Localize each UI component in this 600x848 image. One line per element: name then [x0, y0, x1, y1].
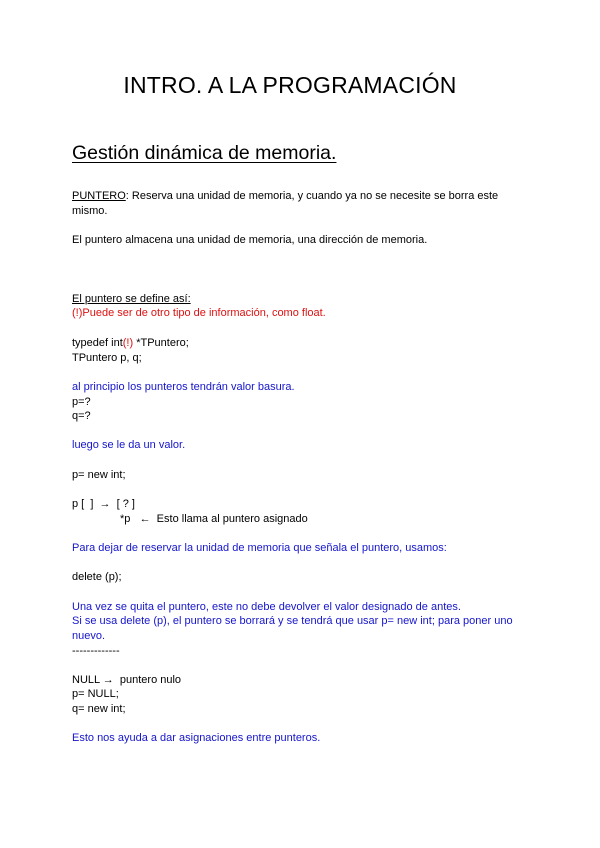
- section-title: Gestión dinámica de memoria.: [72, 142, 337, 164]
- define-note: (!)Puede ser de otro tipo de información, como float.: [72, 307, 326, 319]
- null-line: NULL → puntero nulo: [72, 674, 182, 686]
- quita-note-2: Si se usa delete (p), el puntero se borrará y se tendrá que usar p= new int; para poner uno nuevo.: [72, 615, 513, 642]
- almacena-paragraph: El puntero almacena una unidad de memoria, una dirección de memoria.: [72, 234, 428, 246]
- document-title: INTRO. A LA PROGRAMACIÓN: [123, 72, 457, 98]
- typedef-line: [72, 336, 189, 351]
- separator-line: -------------: [72, 645, 120, 657]
- q-new-line: q= new int;: [72, 703, 126, 715]
- delete-statement: delete (p);: [72, 571, 122, 583]
- p-value-line: p=?: [72, 396, 91, 408]
- quita-note-1: Una vez se quita el puntero, este no debe devolver el valor designado de antes.: [72, 601, 461, 613]
- define-heading: El puntero se define así:: [72, 293, 191, 305]
- typedef-warning-mark: (!): [122, 337, 134, 349]
- p-null-line: p= NULL;: [72, 688, 119, 700]
- typedef-part-b: *TPuntero;: [133, 337, 189, 349]
- valor-note: luego se le da un valor.: [72, 439, 186, 451]
- declaration-line: TPuntero p, q;: [72, 352, 142, 364]
- puntero-definition: [72, 189, 522, 219]
- basura-note: al principio los punteros tendrán valor basura.: [72, 381, 295, 393]
- new-statement: p= new int;: [72, 469, 126, 481]
- puntero-def-text: : Reserva una unidad de memoria, y cuando ya no se necesite se borra este mismo.: [72, 190, 499, 217]
- typedef-part-a: typedef int: [72, 337, 123, 349]
- ayuda-note: Esto nos ayuda a dar asignaciones entre punteros.: [72, 732, 321, 744]
- q-value-line: q=?: [72, 410, 91, 422]
- dejar-note: Para dejar de reservar la unidad de memoria que señala el puntero, usamos:: [72, 542, 447, 554]
- pointer-arrow-line: p [ ] → [ ? ]: [72, 498, 135, 510]
- dereference-line: *p ← Esto llama al puntero asignado: [120, 513, 308, 525]
- puntero-term: PUNTERO: [72, 190, 126, 202]
